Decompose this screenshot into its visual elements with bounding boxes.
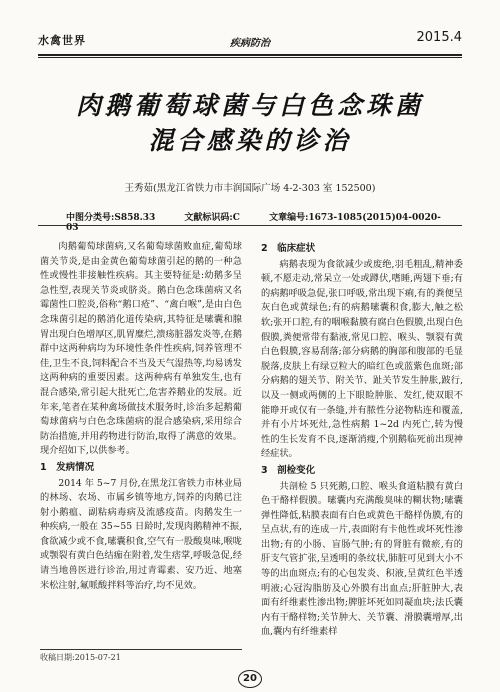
header-rule-thin — [38, 57, 462, 58]
metadata-line — [66, 210, 460, 233]
journal-name: 水禽世界 — [38, 34, 86, 47]
onset-paragraph: 2014 年 5~7 月份,在黑龙江省铁力市林业局的林场、农场、市属乡镇等地方,饲养的肉鹅已注射小鹅瘟、副粘病毒病及流感疫苗。肉鹅发生一种疾病,一般在 35~55 日龄时,发现肉鹅精神不振,食欲减少或不食,嗉囊积食,空气有一股酸臭味,喉咙或颚裂有黄白色结痂在附着,发生痞掌,呼吸急促,经请当地兽医进行诊治,用过青霉素、安乃近、地塞米松注射,氟哌酸拌料等治疗,均不见效。 — [40, 477, 242, 591]
clc-number: 中图分类号:S858.33 — [66, 213, 156, 223]
article-title-line2: 混合感染的诊治 — [148, 126, 352, 155]
right-column — [261, 240, 463, 640]
header-rule — [38, 54, 462, 56]
symptoms-paragraph: 病鹅表现为食欲减少或废绝,羽毛粗乱,精神委顿,不愿走动,常呆立一处或蹲伏,嗜睡,两翅下垂;有的病鹅呼吸急促,张口呼吸,常出现下痢,有的粪便呈灰白色或黄绿色;有的病鹅嗉囊积食,膨大,触之松软;张开口腔,有的咽喉黏膜有腐白色假膜,出现白色假膜,粪便常带有黏液,常见口腔、喉头、颚裂有黄白色假膜,容易刮落;部分病鹅的胸部和腹部的毛显脱落,皮肤上有绿豆粒大的暗红色或蓝紫色血斑;部分病鹅的翅关节、附关节、趾关节发生肿胀,跛行,以及一侧或两侧的上下眼睑肿胀、发红,使双眼不能睁开或仅有一条缝,并有脓性分泌物粘连和覆盖,并有小片坏死灶,急性病鹅 1~2d 内死亡,转为慢性的生长发育不良,逐渐消瘦,个别鹅临死前出现神经症状。 — [261, 258, 463, 460]
section-heading-3: 3 剖检变化 — [261, 464, 316, 476]
author-affiliation: 王秀茹(黑龙江省铁力市丰润国际广场 4-2-303 室 152500) — [124, 183, 376, 194]
meta-rule — [38, 225, 462, 226]
left-column — [40, 240, 242, 593]
necropsy-paragraph: 共剖检 5 只死鹅,口腔、喉头食道粘膜有黄白色干酪样假膜。嗉囊内充满酸臭味的糊状物;嗉囊弹性降低,粘膜表面有白色或黄色干酪样伪膜,有的呈点状,有的连成一片,表面附有卡他性或坏死性渗出物;有的小肠、盲肠气肿;有的肾脏有微瘀,有的肝支气管扩张,呈透明的条纹状,肺脏可见到大小不等的出血斑点;有的心包发炎、积液,呈黄红色半透明液;心冠沟脂肪及心外膜有出血点;肝脏肿大,表面有纤维素性渗出物;脾脏坏死如同凝血块;法氏囊内有干酪样物;关节肿大、关节囊、滑膜囊增厚,出血,囊内有纤维素样 — [261, 480, 463, 638]
article-title-line1: 肉鹅葡萄球菌与白色念珠菌 — [75, 91, 424, 120]
received-date-note: 收稿日期:2015-07-21 — [40, 649, 242, 663]
page-number: 20 — [238, 670, 262, 688]
article-number: 文章编号:1673-1085(2015)04-0020-03 — [66, 213, 441, 233]
intro-paragraph: 肉鹅葡萄球菌病,又名葡萄球菌败血症,葡萄球菌关节炎,是由金黄色葡萄球菌引起的鹅的一种急性或慢性非接触性疾病。其主要特征是:幼鹅多呈急性型,表现关节炎或脐炎。鹅白色念珠菌病又名霉菌性口腔炎,俗称“鹅口疮”、“禽白喉”,是由白色念珠菌引起的鹅消化道传染病,其特征是嗉囊和腺胃出现白色增厚区,肌胃糜烂,溃疡脏器发炎等,在鹅群中这两种病均为环境性条件性疾病,饲养管理不佳,卫生不良,饲料配合不当及天气湿热等,均易诱发这两种病的重要因素。这两种病有单独发生,也有混合感染,常引起大批死亡,危害养鹅业的发展。近年来,笔者在某种禽场做技术服务时,诊治多起鹅葡萄球菌病与白色念珠菌病的混合感染病,采用综合防治措施,并用药物进行防治,取得了满意的效果。现介绍如下,以供参考。 — [40, 241, 242, 457]
section-heading-1: 1 发病情况 — [40, 461, 95, 473]
document-code: 文献标识码:C — [184, 213, 240, 223]
section-heading-2: 2 临床症状 — [261, 243, 316, 254]
issue-number: 2015.4 — [416, 30, 462, 45]
section-name: 疾病防治 — [230, 38, 270, 49]
